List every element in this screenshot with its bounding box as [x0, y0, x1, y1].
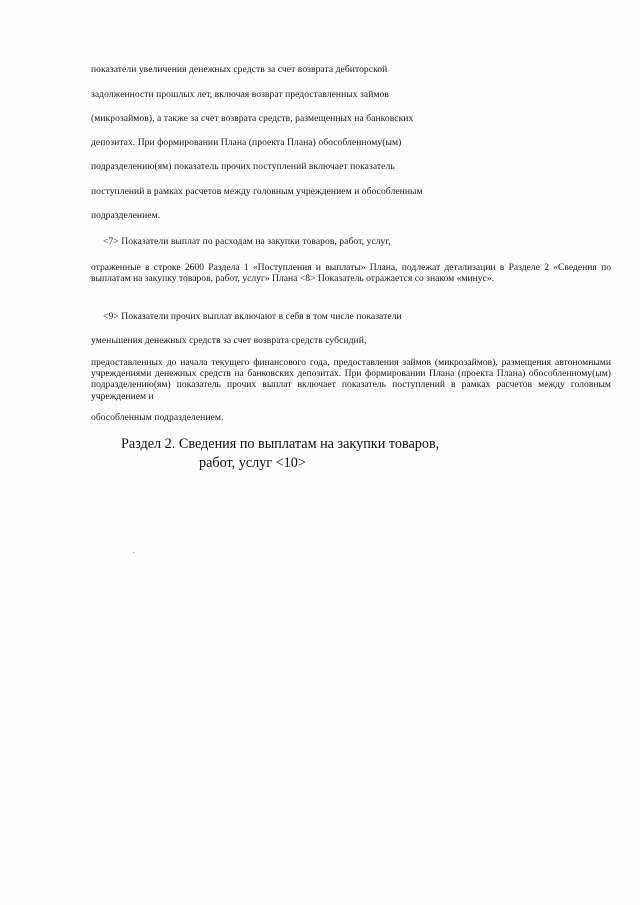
footnote-9-last-line: обособленным подразделением.: [91, 412, 224, 423]
section-heading-line-1: Раздел 2. Сведения по выплатам на закупки товаров,: [121, 436, 440, 452]
scan-speck: [133, 552, 134, 553]
section-heading-line-2: работ, услуг <10>: [199, 455, 306, 471]
text-line-3: (микрозаймов), а также за счет возврата средств, размещенных на банковских: [91, 113, 414, 124]
footnote-7-body: отраженные в строке 2600 Раздела 1 «Поступления и выплаты» Плана, подлежат детализации в Разделе 2 «Сведения по выплатам на закупку товаров, работ, услуг» Плана <8> Показатель отражается со знаком «минус».: [91, 262, 611, 285]
footnote-7-first-line: <7> Показатели выплат по расходам на закупки товаров, работ, услуг,: [103, 236, 391, 247]
text-line-4: депозитах. При формировании Плана (проекта Плана) обособленному(ым): [91, 137, 402, 148]
text-line-6: поступлений в рамках расчетов между головным учреждением и обособленным: [91, 186, 423, 197]
text-line-2: задолженности прошлых лет, включая возврат предоставленных займов: [91, 89, 389, 100]
text-line-1: показатели увеличения денежных средств за счет возврата дебиторской: [91, 64, 388, 75]
footnote-9-first-line: <9> Показатели прочих выплат включают в себя в том числе показатели: [103, 311, 402, 322]
footnote-9-body: предоставленных до начала текущего финансового года, предоставления займов (микрозаймов), размещения автономными учреждениями денежных средств на банковских депозитах. При формировании Плана (проекта Плана) обособленному(ым) подразделению(ям) показатель прочих выплат включает показатель поступлений в рамках расчетов между головным учреждением и: [91, 357, 611, 402]
text-line-5: подразделению(ям) показатель прочих поступлений включает показатель: [91, 161, 395, 172]
footnote-9-second-line: уменьшения денежных средств за счет возврата средств субсидий,: [91, 335, 367, 346]
text-line-7: подразделением.: [91, 210, 161, 221]
